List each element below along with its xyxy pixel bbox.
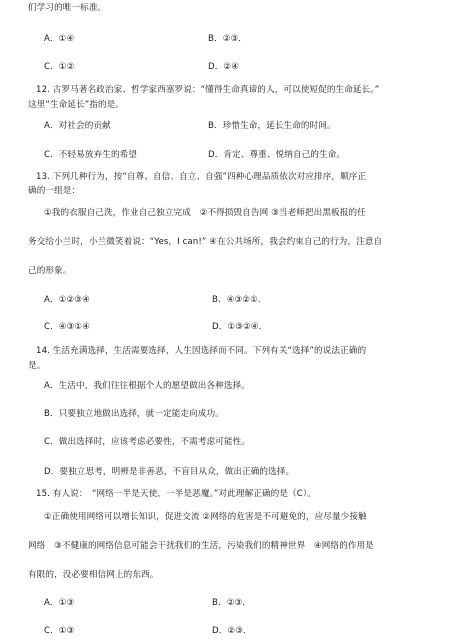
q13-option-d: D．①③②④． bbox=[212, 322, 268, 332]
q11-option-c: C．①② bbox=[44, 62, 75, 72]
q13-item-3: 己的形象。 bbox=[28, 266, 72, 276]
q12-option-c: C．不轻易放弃生的希望 bbox=[44, 150, 138, 160]
q11-option-d: D．②④ bbox=[208, 62, 240, 72]
q15-option-d: D．②③． bbox=[212, 626, 252, 636]
q15-option-b: B．②③． bbox=[212, 598, 251, 608]
q13-option-b: B．④③②①． bbox=[212, 295, 267, 305]
q14-option-c: C．做出选择时，应该考虑必要性，不需考虑可能性。 bbox=[44, 437, 251, 447]
q13-item-1: ①我的衣服自己洗，作业自己独立完成 ②不得损毁自告网 ③当老师把出黑板报的任 bbox=[44, 208, 366, 218]
q13-option-c: C．④③①④ bbox=[44, 322, 91, 332]
q15-item-1: ①正确使用网络可以增长知识，促进交流 ②网络的危害是不可避免的，应尽量少接触 bbox=[44, 512, 367, 522]
q12-option-d: D．肯定、尊重、悦纳自己的生命。 bbox=[208, 150, 346, 160]
q12-option-a: A．对社会的贡献 bbox=[44, 121, 111, 131]
q12-stem-cont: 这里“生命延长”指的是。 bbox=[28, 100, 125, 110]
q11-tail-text: 们学习的唯一标准。 bbox=[28, 3, 107, 13]
q12-option-b: B．珍惜生命，延长生命的时间。 bbox=[208, 121, 336, 131]
q14-option-d: D．要独立思考，明辨是非善恶，不盲目从众，做出正确的选择。 bbox=[44, 467, 295, 477]
q13-stem: 13. 下列几种行为，按“自尊、自信、自立、自强”四种心理品质依次对应排序，顺序正 bbox=[36, 172, 367, 182]
q12-stem: 12. 古罗马著名政治家、哲学家西塞罗说：“懂得生命真谛的人，可以使短促的生命延长。” bbox=[36, 85, 380, 95]
q13-item-2: 务交给小兰时，小兰微笑着说：“Yes，I can!” ④在公共场所，我会约束自己的行为，注意自 bbox=[28, 237, 383, 247]
q13-stem-cont: 确的一组是： bbox=[28, 186, 81, 196]
q15-stem: 15. 有人说： “网络一半是天使，一半是恶魔。”对此理解正确的是（C）。 bbox=[36, 489, 316, 499]
q14-option-b: B．只要独立地做出选择，就一定能走向成功。 bbox=[44, 409, 224, 419]
q13-option-a: A．①②③④ bbox=[44, 295, 90, 305]
q11-option-b: B．②③． bbox=[208, 34, 247, 44]
q15-option-c: C．①③ bbox=[44, 626, 75, 636]
q14-option-a: A．生活中，我们往往根据个人的愿望做出各种选择。 bbox=[44, 381, 250, 391]
q15-option-a: A．①③ bbox=[44, 598, 75, 608]
q14-stem-cont: 是。 bbox=[28, 361, 46, 371]
q14-stem: 14. 生活充满选择，生活需要选择，人生因选择而不同。下列有关“选择”的说法正确的 bbox=[36, 346, 367, 356]
q15-item-3: 有限的，没必要相信网上的东西。 bbox=[28, 570, 159, 580]
q11-option-a: A．①④ bbox=[44, 34, 75, 44]
q15-item-2: 网络 ③不健康的网络信息可能会干扰我们的生活，污染我们的精神世界 ④网络的作用是 bbox=[28, 541, 374, 551]
